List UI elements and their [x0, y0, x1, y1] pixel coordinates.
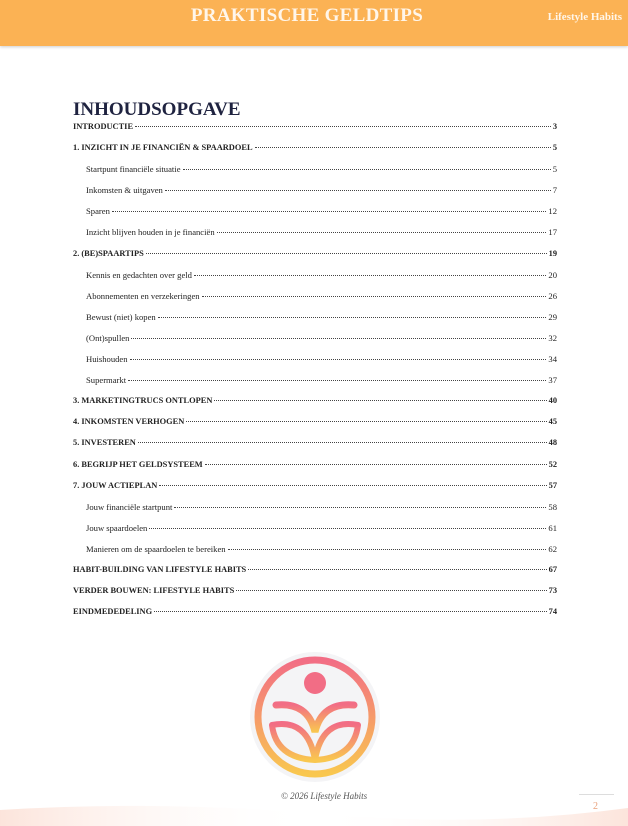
toc-entry[interactable] — [73, 312, 557, 333]
toc-entry-label: Inzicht blijven houden in je financiën — [86, 227, 215, 238]
dot-leader — [174, 507, 546, 508]
dot-leader — [248, 569, 546, 570]
dot-leader — [146, 253, 547, 254]
dot-leader — [205, 464, 547, 465]
dot-leader — [154, 611, 547, 612]
toc-entry-label: 5. INVESTEREN — [73, 438, 136, 448]
toc-entry-page: 61 — [548, 522, 557, 533]
toc-entry-page: 7 — [552, 185, 557, 196]
toc-entry[interactable] — [73, 122, 557, 143]
toc-entry-page: 19 — [548, 248, 557, 258]
toc-entry-label: 2. (BE)SPAARTIPS — [73, 248, 144, 258]
toc-entry[interactable] — [73, 523, 557, 544]
toc-entry-label: 4. INKOMSTEN VERHOGEN — [73, 417, 185, 427]
toc-entry-page: 37 — [548, 375, 557, 386]
toc-entry-page: 29 — [548, 311, 557, 322]
toc-entry-label: Jouw financiële startpunt — [86, 501, 173, 512]
toc-entry[interactable] — [73, 206, 557, 227]
toc-entry-page: 5 — [552, 164, 557, 175]
toc-entry[interactable] — [73, 565, 557, 586]
toc-entry-label: Kennis en gedachten over geld — [86, 269, 192, 280]
divider — [579, 794, 614, 795]
dot-leader — [138, 442, 547, 443]
toc-heading: INHOUDSOPGAVE — [73, 99, 241, 120]
toc-entry-page: 40 — [548, 396, 557, 406]
dot-leader — [183, 169, 551, 170]
toc-entry[interactable] — [73, 607, 557, 628]
toc-entry[interactable] — [73, 291, 557, 312]
dot-leader — [214, 400, 546, 401]
toc-entry-page: 74 — [548, 607, 557, 617]
toc-entry-label: Manieren om de spaardoelen te bereiken — [86, 543, 226, 554]
dot-leader — [131, 338, 546, 339]
toc-entry[interactable] — [73, 270, 557, 291]
dot-leader — [135, 126, 551, 127]
toc-entry-page: 52 — [548, 459, 557, 469]
toc-entry[interactable] — [73, 438, 557, 459]
dot-leader — [149, 528, 546, 529]
lifestyle-habits-logo — [248, 650, 382, 784]
toc-entry-page: 5 — [552, 143, 557, 153]
dot-leader — [217, 232, 547, 233]
dot-leader — [228, 549, 547, 550]
dot-leader — [128, 380, 546, 381]
toc-entry-label: Supermarkt — [86, 375, 127, 386]
toc-entry-label: 7. JOUW ACTIEPLAN — [73, 480, 158, 490]
copyright-text: © 2026 Lifestyle Habits — [281, 791, 368, 801]
dot-leader — [112, 211, 547, 212]
toc-entry[interactable] — [73, 354, 557, 375]
toc-entry[interactable] — [73, 143, 557, 164]
toc-entry-label: EINDMEDEDELING — [73, 607, 153, 617]
page-number: 2 — [593, 801, 598, 812]
table-of-contents — [73, 122, 557, 628]
toc-entry-label: Huishouden — [86, 354, 128, 365]
dot-leader — [159, 485, 546, 486]
document-title: PRAKTISCHE GELDTIPS — [190, 5, 424, 26]
toc-entry-label: Jouw spaardoelen — [86, 522, 148, 533]
toc-entry-page: 3 — [552, 122, 557, 131]
toc-entry-page: 73 — [548, 586, 557, 596]
footer-wave-decoration — [0, 800, 628, 826]
toc-entry-page: 34 — [548, 354, 557, 365]
toc-entry-label: 1. INZICHT IN JE FINANCIËN & SPAARDOEL — [73, 143, 253, 153]
toc-entry-label: HABIT-BUILDING VAN LIFESTYLE HABITS — [73, 564, 247, 574]
dot-leader — [194, 275, 546, 276]
dot-leader — [236, 590, 546, 591]
toc-entry-label: 6. BEGRIJP HET GELDSYSTEEM — [73, 459, 203, 469]
toc-entry-label: Abonnementen en verzekeringen — [86, 290, 200, 301]
toc-entry-page: 12 — [548, 206, 557, 217]
dot-leader — [130, 359, 547, 360]
dot-leader — [158, 317, 547, 318]
toc-entry-page: 45 — [548, 417, 557, 427]
dot-leader — [186, 421, 546, 422]
toc-entry[interactable] — [73, 586, 557, 607]
toc-entry-label: Sparen — [86, 206, 110, 217]
toc-entry[interactable] — [73, 544, 557, 565]
toc-entry-label: Inkomsten & uitgaven — [86, 185, 163, 196]
toc-entry[interactable] — [73, 481, 557, 502]
toc-entry-page: 48 — [548, 438, 557, 448]
dot-leader — [165, 190, 551, 191]
toc-entry[interactable] — [73, 227, 557, 248]
toc-entry-page: 32 — [548, 332, 557, 343]
toc-entry-label: Startpunt financiële situatie — [86, 164, 181, 175]
toc-entry[interactable] — [73, 185, 557, 206]
toc-entry-page: 20 — [548, 269, 557, 280]
toc-entry[interactable] — [73, 164, 557, 185]
page-header — [0, 0, 628, 46]
toc-entry-page: 58 — [548, 501, 557, 512]
toc-entry-label: (Ont)spullen — [86, 332, 130, 343]
brand-name: Lifestyle Habits — [547, 11, 622, 23]
toc-entry[interactable] — [73, 417, 557, 438]
toc-entry-page: 57 — [548, 480, 557, 490]
toc-entry[interactable] — [73, 460, 557, 481]
toc-entry-label: 3. MARKETINGTRUCS ONTLOPEN — [73, 396, 213, 406]
toc-entry-page: 17 — [548, 227, 557, 238]
toc-entry-label: Bewust (niet) kopen — [86, 311, 156, 322]
toc-entry-page: 62 — [548, 543, 557, 554]
dot-leader — [255, 147, 551, 148]
toc-entry-label: VERDER BOUWEN: LIFESTYLE HABITS — [73, 586, 235, 596]
toc-entry-page: 26 — [548, 290, 557, 301]
dot-leader — [202, 296, 547, 297]
toc-entry[interactable] — [73, 502, 557, 523]
toc-entry[interactable] — [73, 396, 557, 417]
toc-entry-label: INTRODUCTIE — [73, 122, 134, 131]
toc-entry[interactable] — [73, 333, 557, 354]
toc-entry[interactable] — [73, 249, 557, 270]
toc-entry[interactable] — [73, 375, 557, 396]
toc-entry-page: 67 — [548, 564, 557, 574]
